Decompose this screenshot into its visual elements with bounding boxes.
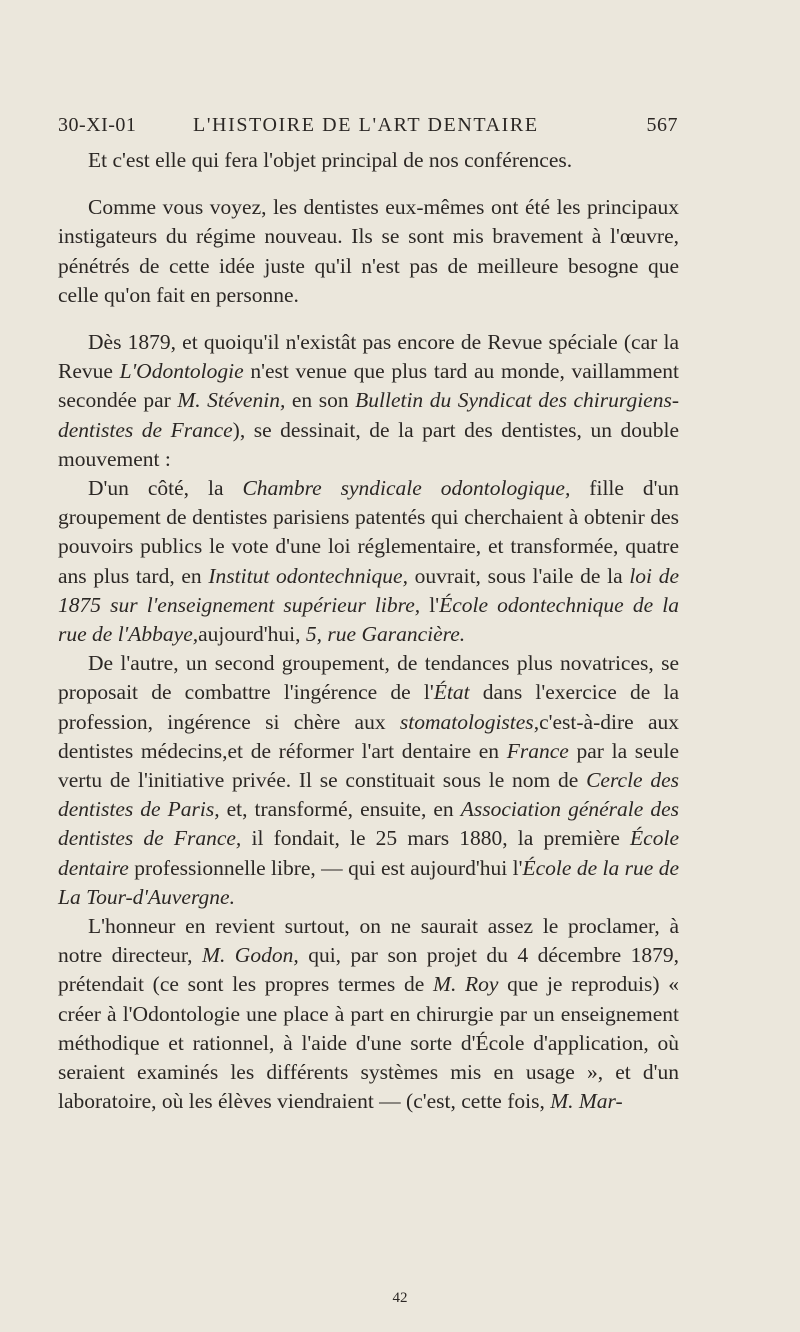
- italic-name: M. Godon,: [202, 943, 299, 968]
- italic-word: stomatologistes: [399, 709, 534, 734]
- text-run: que je reproduis) « créer à l'Odontologie une place à part en chirurgie par un enseignement méthodique et rationnel, à l'aide d'une sorte d'École d'application, où seraient examinés les différents systèmes mis en usage », et d'un laboratoire, où les élèves viendraient — (c'est, cette fois,: [58, 972, 680, 1114]
- text-run: ), se dessinait, de la part des dentistes, un double mouvement :: [58, 417, 679, 471]
- text-run: et, transformé, ensuite, en: [219, 797, 461, 822]
- italic-title: L'Odontologie: [119, 359, 244, 384]
- text-run: n'est venue que plus tard au monde, vaillamment secondée par: [58, 359, 679, 413]
- italic-title: Association générale des dentistes de France,: [58, 797, 679, 851]
- italic-title: École odontechnique de la rue de l'Abbaye,: [58, 592, 679, 647]
- text-run: qui, par son projet du 4 décembre 1879, prétendait (ce sont les propres termes de: [58, 943, 680, 997]
- paragraph-1: Et c'est elle qui fera l'objet principal de nos conférences.: [88, 148, 573, 172]
- italic-title: École de la rue de La Tour-d'Auvergne.: [58, 855, 679, 909]
- italic-name: M. Roy: [433, 972, 499, 997]
- page-number: 567: [646, 114, 678, 136]
- text-run: professionnelle libre, — qui est aujourd'hui l': [128, 855, 523, 880]
- paragraph-3: [58, 328, 679, 474]
- header-title: L'HISTOIRE DE L'ART DENTAIRE: [193, 114, 539, 136]
- text-run: L'honneur en revient surtout, on ne saurait assez le proclamer, à notre directeur,: [58, 914, 679, 968]
- body-text: [58, 146, 679, 1117]
- italic-title: École dentaire: [58, 826, 679, 880]
- text-run: par la seule vertu de l'initiative privée. Il se constituait sous le nom de: [58, 738, 679, 793]
- italic-word: France: [506, 738, 569, 763]
- text-run: De l'autre, un second groupement, de tendances plus novatrices, se proposait de combattre l'ingérence de l': [58, 651, 679, 705]
- text-run: ouvrait, sous l'aile de la: [407, 563, 630, 588]
- text-run: en son: [285, 388, 356, 413]
- text-run: Dès 1879, et quoiqu'il n'existât pas encore de Revue spéciale (car la Revue: [58, 330, 679, 384]
- text-run: fille d'un groupement de dentistes parisiens patentés qui cherchaient à obtenir des pouvoirs publics le vote d'une loi réglementaire, et transformée, quatre ans plus tard, en: [58, 476, 679, 588]
- paragraph-2: Comme vous voyez, les dentistes eux-mêmes ont été les principaux instigateurs du régime nouveau. Ils se sont mis bravement à l'œuvre, pénétrés de cette idée juste qu'il n'est pas de meilleure besogne que celle qu'on fait en personne.: [58, 195, 679, 307]
- paragraph-4: [58, 474, 679, 649]
- italic-title: Institut odontechnique,: [208, 563, 408, 588]
- text-run: D'un côté, la: [88, 476, 243, 501]
- italic-word: État: [433, 680, 470, 705]
- signature-mark: 42: [392, 1290, 408, 1306]
- italic-title: Bulletin du Syndicat des chirurgiens-dentistes de France: [58, 388, 679, 442]
- italic-address: 5, rue Garancière.: [305, 622, 466, 647]
- paragraph-5: [58, 649, 679, 912]
- text-run: l': [420, 592, 440, 617]
- italic-name: M. Stévenin,: [177, 388, 286, 413]
- text-run: aujourd'hui,: [198, 622, 306, 647]
- header-date: 30-XI-01: [58, 114, 137, 136]
- italic-title: Chambre syndicale odontologique,: [242, 476, 571, 501]
- paragraph-6: [58, 912, 679, 1116]
- text-run: dans l'exercice de la profession, ingérence si chère aux: [58, 680, 679, 734]
- italic-title: loi de 1875 sur l'enseignement supérieur libre,: [58, 563, 680, 617]
- text-run: ,c'est-à-dire aux dentistes médecins,et de réformer l'art dentaire en: [58, 709, 679, 763]
- italic-name: M. Mar-: [550, 1089, 623, 1114]
- text-run: il fondait, le 25 mars 1880, la première: [241, 826, 631, 851]
- italic-title: Cercle des dentistes de Paris,: [58, 768, 680, 822]
